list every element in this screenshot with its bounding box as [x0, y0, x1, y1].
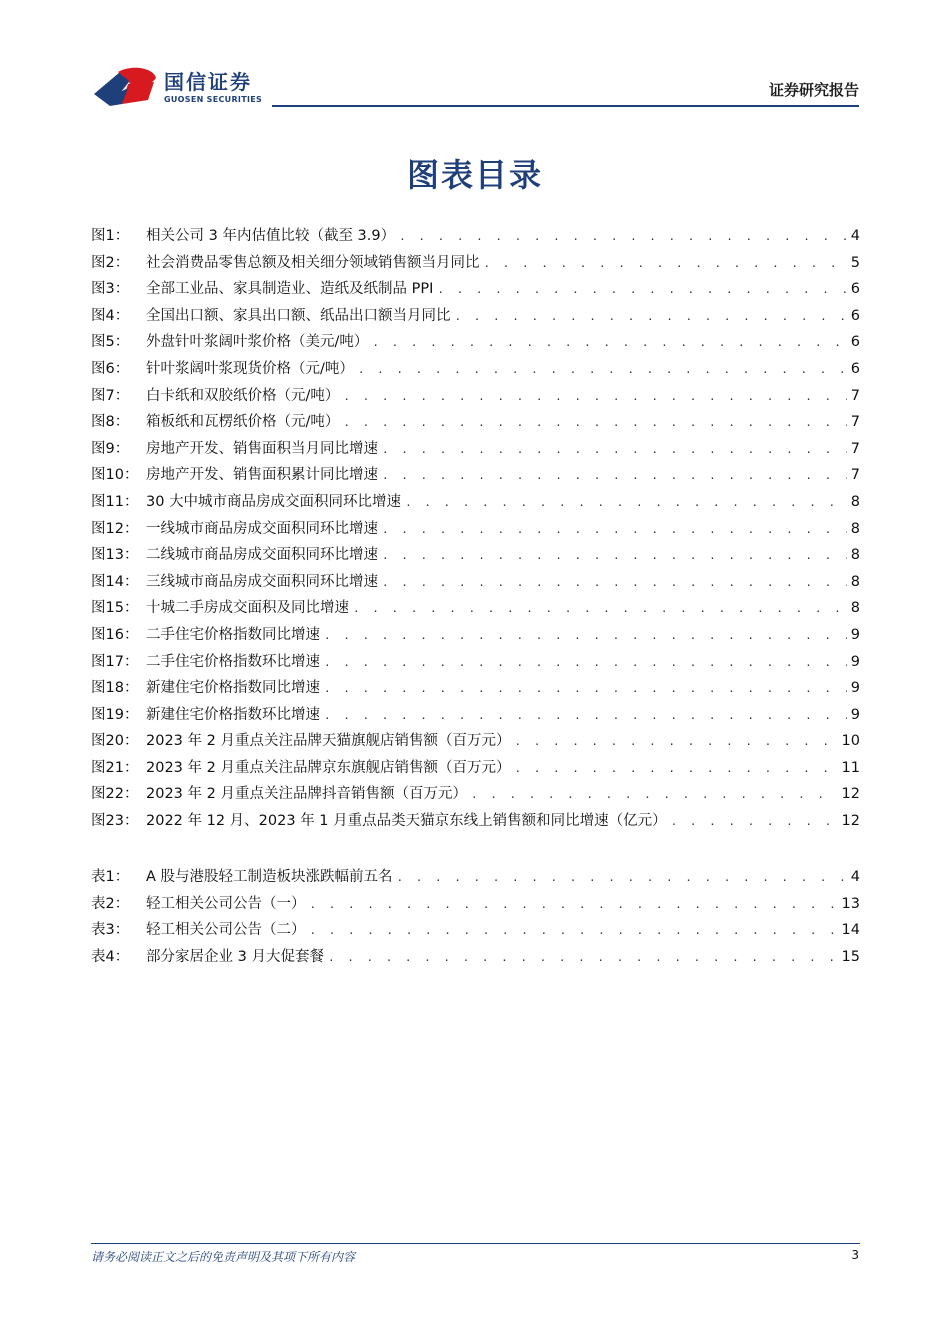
- dot-leader: [372, 336, 846, 349]
- figure-entry[interactable]: [91, 623, 860, 650]
- figure-entry-page: 10: [841, 733, 860, 750]
- figure-entry-label: 图14：: [91, 573, 139, 590]
- footer-disclaimer: 请务必阅读正文之后的免责声明及其项下所有内容: [91, 1250, 356, 1264]
- table-entry-label: 表1：: [91, 869, 130, 885]
- figure-entry-title: 社会消费品零售总额及相关细分领域销售额当月同比: [146, 254, 480, 271]
- dot-leader: [353, 602, 847, 615]
- header-divider: [272, 105, 859, 107]
- figure-entry-page: 5: [850, 254, 860, 271]
- figure-entry[interactable]: [91, 596, 860, 623]
- dot-leader: [397, 871, 847, 884]
- dot-leader: [310, 898, 838, 911]
- table-entry[interactable]: [91, 892, 860, 919]
- figure-entry-page: 8: [850, 573, 860, 590]
- dot-leader: [382, 443, 847, 456]
- dot-leader: [343, 390, 846, 403]
- figure-entry[interactable]: [91, 543, 860, 570]
- dot-leader: [455, 310, 847, 323]
- figure-entry-label: 图10：: [91, 467, 139, 484]
- figure-entry-page: 6: [850, 334, 860, 351]
- figure-entry-title: 2022 年 12 月、2023 年 1 月重点品类天猫京东线上销售额和同比增速（亿元）: [146, 813, 667, 830]
- figure-entry-label: 图20：: [91, 733, 139, 750]
- dot-leader: [484, 257, 847, 270]
- figure-entry-title: 二手住宅价格指数同比增速: [146, 626, 320, 643]
- table-entry-page: 4: [850, 869, 860, 885]
- figure-entry-label: 图4：: [91, 307, 130, 324]
- figure-entry[interactable]: [91, 277, 860, 304]
- figure-entry-page: 7: [850, 414, 860, 431]
- table-entry-title: A 股与港股轻工制造板块涨跌幅前五名: [146, 869, 393, 885]
- figure-entry[interactable]: [91, 463, 860, 490]
- guosen-logo-mark-icon: [92, 66, 158, 108]
- guosen-logo: [92, 66, 262, 110]
- figure-entry-label: 图7：: [91, 387, 130, 404]
- footer-divider: [91, 1243, 860, 1244]
- table-entry-label: 表3：: [91, 922, 130, 939]
- figure-entry-label: 图12：: [91, 520, 139, 537]
- table-entry-title: 部分家居企业 3 月大促套餐: [146, 948, 324, 965]
- figure-entry-title: 房地产开发、销售面积累计同比增速: [146, 467, 378, 484]
- dot-leader: [382, 576, 847, 589]
- dot-leader: [671, 815, 838, 828]
- table-entry-page: 13: [841, 895, 860, 912]
- table-entry-title: 轻工相关公司公告（一）: [146, 895, 306, 912]
- figure-entry-page: 6: [850, 307, 860, 324]
- figure-entry-page: 9: [850, 680, 860, 697]
- figure-entry[interactable]: [91, 410, 860, 437]
- table-entry-label: 表4：: [91, 948, 130, 965]
- figure-entry-title: 三线城市商品房成交面积同环比增速: [146, 573, 378, 590]
- figure-entry-page: 6: [850, 360, 860, 377]
- figure-entry-page: 4: [850, 228, 860, 244]
- dot-leader: [382, 469, 847, 482]
- figure-entry-label: 图21：: [91, 759, 139, 776]
- figure-entry-page: 7: [850, 387, 860, 404]
- figure-entry-label: 图9：: [91, 440, 130, 457]
- figure-entry-title: 全国出口额、家具出口额、纸品出口额当月同比: [146, 307, 451, 324]
- figure-entry-label: 图8：: [91, 414, 130, 431]
- figure-entry-label: 图23：: [91, 813, 139, 830]
- figure-entry[interactable]: [91, 756, 860, 783]
- table-entry[interactable]: [91, 918, 860, 945]
- dot-leader: [471, 788, 838, 801]
- figure-entry-title: 外盘针叶浆阔叶浆价格（美元/吨）: [146, 334, 369, 351]
- table-list: [91, 865, 860, 971]
- dot-leader: [343, 416, 846, 429]
- document-type: 证券研究报告: [768, 81, 859, 99]
- table-entry-page: 14: [841, 922, 860, 939]
- figure-entry-title: 一线城市商品房成交面积同环比增速: [146, 520, 378, 537]
- figure-entry-page: 7: [850, 467, 860, 484]
- figure-entry[interactable]: [91, 676, 860, 703]
- dot-leader: [328, 951, 838, 964]
- figure-entry-label: 图2：: [91, 254, 130, 271]
- table-entry-label: 表2：: [91, 895, 130, 912]
- figure-entry[interactable]: [91, 224, 860, 251]
- dot-leader: [382, 523, 847, 536]
- dot-leader: [310, 924, 838, 937]
- dot-leader: [358, 363, 847, 376]
- dot-leader: [437, 283, 846, 296]
- figure-entry-page: 11: [841, 759, 860, 776]
- dot-leader: [324, 709, 847, 722]
- dot-leader: [514, 735, 837, 748]
- figure-entry-title: 全部工业品、家具制造业、造纸及纸制品 PPI: [146, 281, 434, 298]
- figure-entry-title: 十城二手房成交面积及同比增速: [146, 600, 349, 617]
- figure-entry-title: 二手住宅价格指数环比增速: [146, 653, 320, 670]
- dot-leader: [324, 629, 847, 642]
- figure-entry[interactable]: [91, 809, 860, 836]
- figure-entry-label: 图22：: [91, 786, 139, 803]
- figure-entry-label: 图18：: [91, 680, 139, 697]
- figure-entry-label: 图13：: [91, 547, 139, 564]
- figure-entry-title: 2023 年 2 月重点关注品牌京东旗舰店销售额（百万元）: [146, 759, 511, 776]
- figure-entry-page: 8: [850, 600, 860, 617]
- figure-entry-label: 图15：: [91, 600, 139, 617]
- figure-entry-title: 针叶浆阔叶浆现货价格（元/吨）: [146, 360, 354, 377]
- figure-entry[interactable]: [91, 251, 860, 278]
- figure-entry[interactable]: [91, 490, 860, 517]
- figure-entry-label: 图16：: [91, 626, 139, 643]
- logo-english-name: GUOSEN SECURITIES: [164, 95, 263, 104]
- figure-entry[interactable]: [91, 384, 860, 411]
- figure-list: [91, 224, 860, 836]
- dot-leader: [399, 230, 847, 243]
- figure-entry-label: 图11：: [91, 493, 139, 510]
- dot-leader: [382, 549, 847, 562]
- figure-entry-title: 箱板纸和瓦楞纸价格（元/吨）: [146, 414, 340, 431]
- page-number: 3: [851, 1248, 859, 1262]
- page-header: [0, 0, 950, 110]
- table-entry-page: 15: [841, 948, 860, 965]
- figure-entry-label: 图5：: [91, 334, 130, 351]
- logo-chinese-name: 国信证券: [164, 70, 252, 94]
- table-entry[interactable]: [91, 945, 860, 972]
- figure-entry-page: 9: [850, 626, 860, 643]
- dot-leader: [514, 762, 837, 775]
- figure-entry-page: 9: [850, 706, 860, 723]
- figure-entry-title: 新建住宅价格指数环比增速: [146, 706, 320, 723]
- figure-entry[interactable]: [91, 650, 860, 677]
- figure-entry-page: 12: [841, 786, 860, 803]
- figure-entry-title: 2023 年 2 月重点关注品牌抖音销售额（百万元）: [146, 786, 467, 803]
- table-entry-title: 轻工相关公司公告（二）: [146, 922, 306, 939]
- figure-entry[interactable]: [91, 570, 860, 597]
- figure-entry-label: 图1：: [91, 228, 130, 244]
- figure-entry[interactable]: [91, 517, 860, 544]
- figure-entry[interactable]: [91, 782, 860, 809]
- figure-entry-page: 8: [850, 520, 860, 537]
- figure-entry[interactable]: [91, 330, 860, 357]
- dot-leader: [324, 682, 847, 695]
- figure-entry-page: 8: [850, 493, 860, 510]
- figure-entry-page: 8: [850, 547, 860, 564]
- figure-entry[interactable]: [91, 304, 860, 331]
- figure-entry-label: 图3：: [91, 281, 130, 298]
- figure-entry-title: 新建住宅价格指数同比增速: [146, 680, 320, 697]
- figure-entry-label: 图17：: [91, 653, 139, 670]
- figure-entry-page: 9: [850, 653, 860, 670]
- figure-entry-label: 图19：: [91, 706, 139, 723]
- figure-entry-title: 白卡纸和双胶纸价格（元/吨）: [146, 387, 340, 404]
- figure-entry-page: 6: [850, 281, 860, 298]
- figure-entry[interactable]: [91, 703, 860, 730]
- figure-entry-title: 30 大中城市商品房成交面积同环比增速: [146, 493, 402, 510]
- toc-title: 图表目录: [406, 156, 543, 194]
- figure-entry-title: 房地产开发、销售面积当月同比增速: [146, 440, 378, 457]
- figure-entry[interactable]: [91, 357, 860, 384]
- figure-entry[interactable]: [91, 729, 860, 756]
- dot-leader: [405, 496, 847, 509]
- figure-entry-page: 12: [841, 813, 860, 830]
- dot-leader: [324, 656, 847, 669]
- figure-entry[interactable]: [91, 437, 860, 464]
- figure-entry-title: 二线城市商品房成交面积同环比增速: [146, 547, 378, 564]
- figure-entry-page: 7: [850, 440, 860, 457]
- table-entry[interactable]: [91, 865, 860, 892]
- figure-entry-title: 相关公司 3 年内估值比较（截至 3.9）: [146, 228, 396, 244]
- figure-entry-label: 图6：: [91, 360, 130, 377]
- figure-entry-title: 2023 年 2 月重点关注品牌天猫旗舰店销售额（百万元）: [146, 733, 511, 750]
